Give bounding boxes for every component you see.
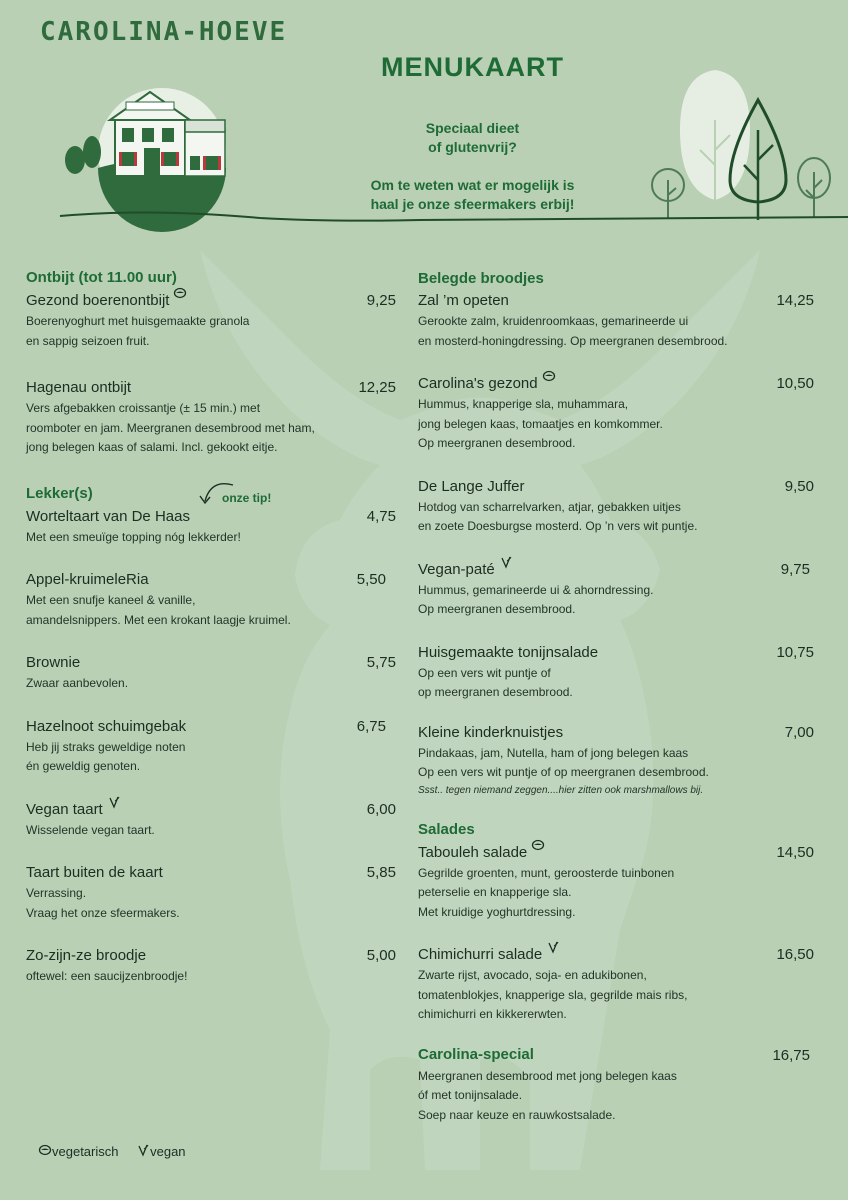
menu-item-description: [418, 395, 814, 454]
description-line: Hummus, gemarineerde ui & ahorndressing.: [418, 582, 654, 597]
menu-item: [418, 944, 814, 1025]
menu-item-description: [26, 967, 396, 987]
menu-item: [26, 652, 396, 694]
menu-item-description: [418, 966, 814, 1025]
tip-label: onze tip!: [222, 491, 272, 505]
menu-item-name-wrap: [418, 559, 513, 581]
vegetarian-icon: [542, 369, 556, 383]
menu-item: [26, 506, 396, 548]
description-line: Op een vers wit puntje of op meergranen desembrood.: [418, 765, 709, 779]
menu-item-description: [26, 528, 396, 548]
menu-item-head: [26, 862, 396, 884]
menu-item-price: 7,00: [784, 723, 814, 741]
menu-item-description: [418, 664, 814, 703]
menu-item-price: 5,00: [366, 947, 396, 964]
menu-item-name: Tabouleh salade: [418, 843, 528, 861]
menu-item-name-wrap: [26, 290, 187, 312]
menu-item-price: 10,75: [776, 643, 814, 661]
description-line: peterselie en knapperige sla.: [418, 885, 572, 899]
menu-item-name: Hagenau ontbijt: [26, 379, 132, 396]
menu-item-description: [418, 744, 814, 783]
menu-item-price: 6,75: [356, 717, 386, 735]
menu-item-head: [26, 377, 396, 399]
menu-item-head: [26, 652, 396, 674]
menu-item-head: [26, 945, 396, 967]
menu-item: [26, 569, 396, 630]
menu-item: [26, 862, 396, 923]
description-line: oftewel: een saucijzenbroodje!: [26, 969, 188, 983]
menu-item-head: [418, 1045, 814, 1067]
vegan-icon: [136, 1143, 150, 1157]
menu-item-price: 5,75: [366, 654, 396, 671]
menu-item-price: 9,50: [784, 477, 814, 495]
description-line: Gegrilde groenten, munt, geroosterde tuinbonen: [418, 865, 675, 880]
menu-item-head: [418, 642, 814, 664]
menu-item-name: Vegan-paté: [418, 560, 495, 578]
description-line: Op meergranen desembrood.: [418, 602, 576, 616]
description-line: Met een smeuïge topping nóg lekkerder!: [26, 529, 241, 544]
diet-line-2: of glutenvrij?: [428, 139, 517, 155]
menu-item-name: Taart buiten de kaart: [26, 864, 163, 881]
description-line: Boerenyoghurt met huisgemaakte granola: [26, 314, 250, 328]
menu-item-description: [26, 821, 396, 841]
diet-line-4: haal je onze sfeermakers erbij!: [370, 196, 575, 212]
menu-item-name: Gezond boerenontbijt: [26, 292, 170, 309]
menu-item-price: 16,75: [772, 1046, 810, 1064]
description-line: Vers afgebakken croissantje (± 15 min.) met: [26, 401, 261, 415]
menu-item-name: Worteltaart van De Haas: [26, 507, 190, 525]
menu-item-name-wrap: [418, 944, 560, 966]
menu-item-price: 9,75: [780, 560, 810, 578]
header-divider: [0, 196, 848, 236]
menu-item: [26, 945, 396, 987]
menu-item-name: Carolina's gezond: [418, 375, 538, 392]
vegan-icon: [499, 555, 513, 569]
menu-item-head: [418, 559, 814, 581]
description-line: Wisselende vegan taart.: [26, 822, 155, 837]
menu-item: [418, 1045, 814, 1126]
section-title-lekker: Lekker(s): [26, 484, 93, 502]
menu-item: [418, 722, 814, 798]
description-line: Meergranen desembrood met jong belegen kaas: [418, 1068, 677, 1083]
description-line: tomatenblokjes, knapperige sla, gegrilde mais ribs,: [418, 987, 688, 1002]
menu-item-description: [26, 738, 396, 777]
menu-item: [418, 476, 814, 537]
menu-item: [418, 642, 814, 703]
menu-item-head: [418, 290, 814, 312]
menu-item-price: 5,85: [366, 864, 396, 881]
menu-item-description: [418, 498, 814, 537]
description-line: Zwaar aanbevolen.: [26, 676, 129, 690]
legend-vegetarian-label: vegetarisch: [52, 1144, 119, 1160]
diet-legend: [38, 1143, 186, 1159]
description-line: amandelsnippers. Met een krokant laagje kruimel.: [26, 612, 291, 627]
menu-item-description: [26, 399, 396, 458]
menu-item-note: Ssst.. tegen niemand zeggen....hier zitten ook marshmallows bij.: [418, 784, 704, 796]
vegetarian-icon: [38, 1143, 52, 1157]
menu-item-head: [26, 716, 396, 738]
menu-item-description: [26, 884, 396, 923]
menu-item: [26, 290, 396, 351]
menu-item: [26, 716, 396, 777]
menu-item-name: Zal ’m opeten: [418, 292, 509, 309]
menu-item: [418, 842, 814, 923]
legend-vegan-label: vegan: [150, 1144, 186, 1160]
menu-item-head: [26, 569, 396, 591]
menu-item-name-wrap: [26, 799, 121, 821]
menu-item-name: De Lange Juffer: [418, 477, 525, 495]
menu-item-head: [418, 476, 814, 498]
vegetarian-icon: [531, 838, 545, 852]
vegetarian-icon: [173, 286, 187, 300]
menu-item: [418, 559, 814, 620]
menu-item-price: 6,00: [366, 800, 396, 818]
description-line: Heb jij straks geweldige noten: [26, 739, 186, 754]
description-line: Op een vers wit puntje of: [418, 665, 551, 680]
section-title-broodjes: Belegde broodjes: [418, 270, 544, 287]
description-line: Vraag het onze sfeermakers.: [26, 905, 180, 920]
description-line: én geweldig genoten.: [26, 759, 141, 773]
menu-item-price: 14,25: [776, 292, 814, 309]
description-line: Soep naar keuze en rauwkostsalade.: [418, 1107, 616, 1122]
description-line: en zoete Doesburgse mosterd. Op ’n vers wit puntje.: [418, 519, 698, 533]
page-title: MENUKAART: [381, 52, 564, 82]
menu-item-head: [418, 944, 814, 966]
menu-item-price: 12,25: [358, 379, 396, 396]
menu-item-price: 16,50: [776, 946, 814, 963]
menu-item-description: [418, 1067, 814, 1126]
section-title-salades: Salades: [418, 820, 475, 838]
menu-item-price: 14,50: [776, 843, 814, 861]
menu-item: [26, 377, 396, 458]
menu-item-name-wrap: [418, 373, 556, 395]
description-line: roomboter en jam. Meergranen desembrood met ham,: [26, 420, 315, 435]
description-line: op meergranen desembrood.: [418, 685, 573, 699]
description-line: Hummus, knapperige sla, muhammara,: [418, 397, 629, 411]
right-column: [418, 268, 814, 1125]
menu-item-description: [26, 591, 396, 630]
menu-item-head: [418, 722, 814, 744]
menu-item: [418, 290, 814, 351]
menu-item-name: Zo-zijn-ze broodje: [26, 947, 147, 964]
menu-item-description: [26, 312, 396, 351]
left-column: [26, 268, 396, 987]
description-line: en sappig seizoen fruit.: [26, 333, 150, 348]
menu-item-price: 5,50: [356, 571, 386, 588]
menu-item-description: [418, 312, 814, 351]
menu-item-description: [418, 864, 814, 923]
menu-item-price: 9,25: [366, 292, 396, 309]
description-line: en mosterd-honingdressing. Op meergranen desembrood.: [418, 333, 728, 348]
diet-line-1: Speciaal dieet: [425, 120, 520, 136]
menu-item-head: [26, 290, 396, 312]
menu-item-price: 10,50: [776, 375, 814, 392]
menu-item-name: Kleine kinderknuistjes: [418, 723, 564, 741]
diet-line-3: Om te weten wat er mogelijk is: [370, 177, 575, 193]
description-line: Pindakaas, jam, Nutella, ham of jong belegen kaas: [418, 745, 689, 760]
description-line: Verrassing.: [26, 886, 87, 900]
menu-item: [418, 373, 814, 454]
menu-item-name: Chimichurri salade: [418, 946, 543, 963]
description-line: Op meergranen desembrood.: [418, 436, 576, 450]
description-line: óf met tonijnsalade.: [418, 1088, 523, 1102]
menu-item-head: [418, 373, 814, 395]
description-line: jong belegen kaas, tomaatjes en komkommer.: [418, 416, 663, 431]
menu-item-name: Brownie: [26, 654, 81, 671]
menu-item-price: 4,75: [366, 507, 396, 525]
menu-item-head: [418, 842, 814, 864]
menu-item-name: Vegan taart: [26, 800, 103, 818]
menu-item-name: Carolina-special: [418, 1045, 534, 1063]
description-line: Met een snufje kaneel & vanille,: [26, 593, 196, 607]
vegan-icon: [107, 795, 121, 809]
description-line: chimichurri en kikkererwten.: [418, 1007, 567, 1021]
menu-item-description: [418, 581, 814, 620]
menu-item-name: Hazelnoot schuimgebak: [26, 717, 187, 735]
menu-item-head: [26, 799, 396, 821]
description-line: jong belegen kaas of salami. Incl. gekookt eitje.: [26, 440, 278, 454]
menu-item-name: Appel-kruimeleRia: [26, 571, 149, 588]
menu-item-name: Huisgemaakte tonijnsalade: [418, 643, 599, 661]
description-line: Zwarte rijst, avocado, soja- en adukibonen,: [418, 968, 647, 982]
menu-item-name-wrap: [418, 842, 545, 864]
vegan-icon: [546, 940, 560, 954]
section-title-ontbijt: Ontbijt (tot 11.00 uur): [26, 269, 177, 286]
diet-spacer: [340, 157, 605, 176]
logo-wordmark: CAROLINA-HOEVE: [40, 17, 288, 47]
menu-item: [26, 799, 396, 841]
menu-item-description: [26, 674, 396, 694]
description-line: Gerookte zalm, kruidenroomkaas, gemarineerde ui: [418, 314, 689, 328]
description-line: Met kruidige yoghurtdressing.: [418, 904, 576, 919]
description-line: Hotdog van scharrelvarken, atjar, gebakken uitjes: [418, 499, 681, 514]
